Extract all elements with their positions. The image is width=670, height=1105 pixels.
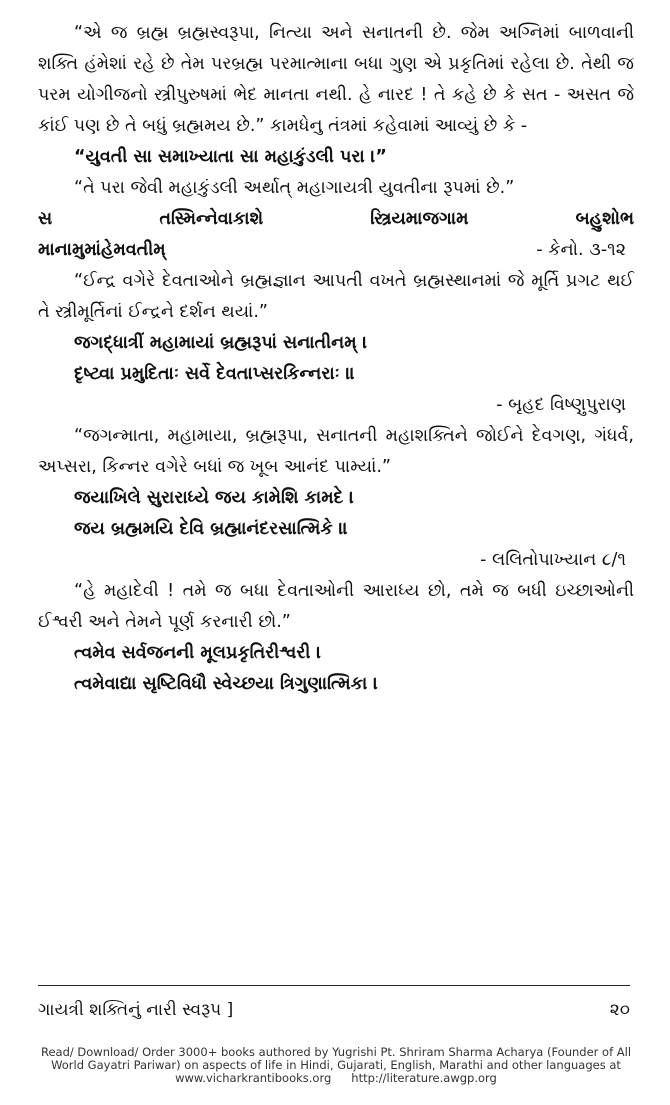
source-vishnupurana: - બૃહદ વિષ્ણુપુરાણ — [496, 395, 626, 415]
credit-line: World Gayatri Pariwar) on aspects of life in Hindi, Gujarati, English, Marathi and other languages at — [51, 1058, 621, 1072]
paragraph-5: “હે મહાદેવી ! તમે જ બધા દેવતાઓની આરાધ્ય છો, તમે જ બધી ઇચ્છાઓની ઈશ્વરી અને તેમને પૂર્ણ કરનારી છો.” — [38, 581, 634, 632]
paragraph-2: “તે પરા જેવી મહાકુંડલી અર્થાત્ મહાગાયત્રી યુવતીના રૂપમાં છે.” — [74, 178, 515, 198]
page-number: ૨૦ — [609, 1000, 630, 1020]
paragraph-4: “જગન્માતા, મહામાયા, બ્રહ્મરૂપા, સનાતની મહાશક્તિને જોઈને દેવગણ, ગંધર્વ, અપ્સરા, કિન્નર વગેરે બધાં જ ખૂબ આનંદ પામ્યાં.” — [38, 426, 634, 477]
link-literature[interactable]: http://literature.awgp.org — [351, 1071, 497, 1085]
verse-word: સ્ત્રિયમાજગામ — [370, 209, 469, 229]
link-vicharkranti[interactable]: www.vicharkrantibooks.org — [175, 1071, 332, 1085]
verse-word: બહુશોભ — [575, 209, 634, 229]
source-kena: - કેનો. ૩-૧૨ — [536, 240, 626, 260]
verse-line: દૃષ્ટ્વા પ્રમુદિતાઃ સર્વે દેવતાપ્સરકિન્નરાઃ ॥ — [74, 364, 356, 384]
footer-rule — [38, 985, 630, 986]
verse-yuvati: “યુવતી સા સમાખ્યાતા સા મહાકુંડલી પરા ।” — [74, 147, 387, 167]
verse-jagaddhatri — [38, 328, 634, 390]
running-title: ગાયત્રી શક્તિનું નારી સ્વરૂપ ] — [38, 1000, 234, 1020]
verse-word: સ — [38, 209, 53, 229]
credit-links — [30, 1072, 642, 1085]
verse-line: જયાખિલે સુરારાધ્યે જય કામેશિ કામદે । — [74, 488, 355, 508]
verse-word: માનામુમાંહેમવતીમ્ — [38, 240, 166, 260]
paragraph-1: “એ જ બ્રહ્મ બ્રહ્મસ્વરૂપા, નિત્યા અને સનાતની છે. જેમ અગ્નિમાં બાળવાની શક્તિ હંમેશાં રહે છે તેમ પરબ્રહ્મ પરમાત્માના બધા ગુણ એ પ્રકૃતિમાં રહેલા છે. તેથી જ પરમ યોગીજનો સ્ત્રીપુરુષમાં ભેદ માનતા નથી. હે નારદ ! તે કહે છે કે સત - અસત જે કાંઈ પણ છે તે બધું બ્રહ્મમય છે.” કામધેનુ તંત્રમાં કહેવામાં આવ્યું છે કે - — [38, 23, 634, 136]
verse-word: તસ્મિન્નેવાકાશે — [159, 209, 264, 229]
paragraph-3: “ઈન્દ્ર વગેરે દેવતાઓને બ્રહ્મજ્ઞાન આપતી વખતે બ્રહ્મસ્થાનમાં જે મૂર્તિ પ્રગટ થઈ તે સ્ત્રીમૂર્તિનાં ઈન્દ્રને દર્શન થયાં.” — [38, 271, 634, 322]
verse-tvameva — [38, 638, 634, 700]
verse-line: ત્વમેવ સર્વજનની મૂલપ્રકૃતિરીશ્વરી । — [74, 643, 322, 663]
publisher-credit — [30, 1046, 642, 1085]
page-body — [38, 18, 634, 700]
credit-line: Read/ Download/ Order 3000+ books authored by Yugrishi Pt. Shriram Sharma Acharya (Founder of All — [40, 1045, 632, 1059]
verse-kena-line2 — [38, 235, 634, 266]
verse-kena-line1 — [38, 204, 634, 235]
verse-line: જગદ્ધાત્રીં મહામાયાં બ્રહ્મરૂપાં સનાતીનમ્ । — [74, 333, 368, 353]
verse-line: ત્વમેવાદ્યા સૃષ્ટિવિધૌ સ્વેચ્છયા ત્રિગુણાત્મિકા । — [74, 674, 379, 694]
source-lalitopakhyan: - લલિતોપાખ્યાન ૮/૧ — [480, 550, 626, 570]
verse-line: જય બ્રહ્મમયિ દેવિ બ્રહ્માનંદરસાત્મિકે ॥ — [74, 519, 349, 539]
verse-jayakhile — [38, 483, 634, 545]
page-footer — [38, 1000, 630, 1020]
